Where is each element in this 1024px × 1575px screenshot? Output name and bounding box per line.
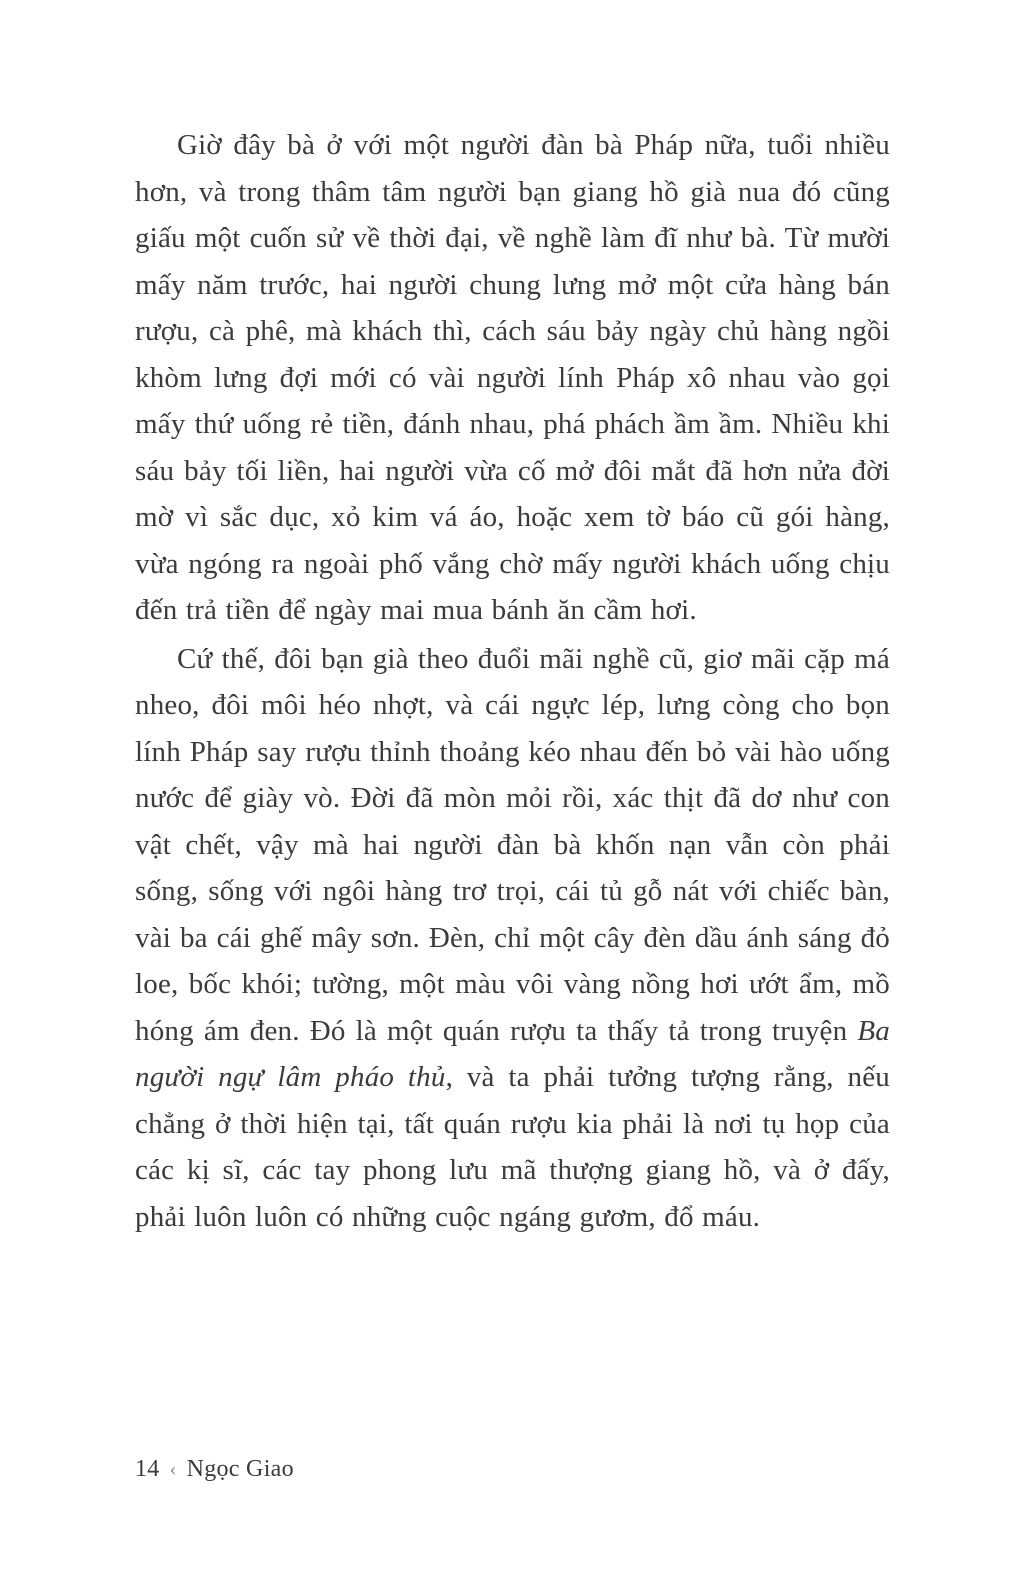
paragraph-1 [135, 122, 890, 634]
page-number: 14 [135, 1456, 160, 1482]
paragraph-2-text-before: Cứ thế, đôi bạn già theo đuổi mãi nghề cũ, giơ mãi cặp má nheo, đôi môi héo nhợt, và cái ngực lép, lưng còng cho bọn lính Pháp say rượu thỉnh thoảng kéo nhau đến bỏ vài hào uống nước để giày vò. Đời đã mòn mỏi rồi, xác thịt đã dơ như con vật chết, vậy mà hai người đàn bà khốn nạn vẫn còn phải sống, sống với ngôi hàng trơ trọi, cái tủ gỗ nát với chiếc bàn, vài ba cái ghế mây sơn. Đèn, chỉ một cây đèn dầu ánh sáng đỏ loe, bốc khói; tường, một màu vôi vàng nồng hơi ướt ẩm, mồ hóng ám đen. Đó là một quán rượu ta thấy tả trong truyện [135, 642, 890, 1047]
page-body-text [135, 122, 890, 1240]
page-footer [135, 1456, 294, 1483]
paragraph-2 [135, 636, 890, 1241]
book-title-italic: Ba người ngự lâm pháo thủ [135, 1014, 890, 1093]
paragraph-1-text: Giờ đây bà ở với một người đàn bà Pháp nữa, tuổi nhiều hơn, và trong thâm tâm người bạn giang hồ già nua đó cũng giấu một cuốn sử về thời đại, về nghề làm đĩ như bà. Từ mười mấy năm trước, hai người chung lưng mở một cửa hàng bán rượu, cà phê, mà khách thì, cách sáu bảy ngày chủ hàng ngồi khòm lưng đợi mới có vài người lính Pháp xô nhau vào gọi mấy thứ uống rẻ tiền, đánh nhau, phá phách ầm ầm. Nhiều khi sáu bảy tối liền, hai người vừa cố mở đôi mắt đã hơn nửa đời mờ vì sắc dục, xỏ kim vá áo, hoặc xem tờ báo cũ gói hàng, vừa ngóng ra ngoài phố vắng chờ mấy người khách uống chịu đến trả tiền để ngày mai mua bánh ăn cầm hơi. [135, 129, 890, 626]
footer-separator-icon: ‹ [169, 1458, 177, 1480]
author-name: Ngọc Giao [186, 1456, 294, 1482]
paragraph-2-text-after: , và ta phải tưởng tượng rằng, nếu chẳng ở thời hiện tại, tất quán rượu kia phải là nơi tụ họp của các kị sĩ, các tay phong lưu mã thượng giang hồ, và ở đấy, phải luôn luôn có những cuộc ngáng gươm, đổ máu. [135, 1061, 890, 1233]
